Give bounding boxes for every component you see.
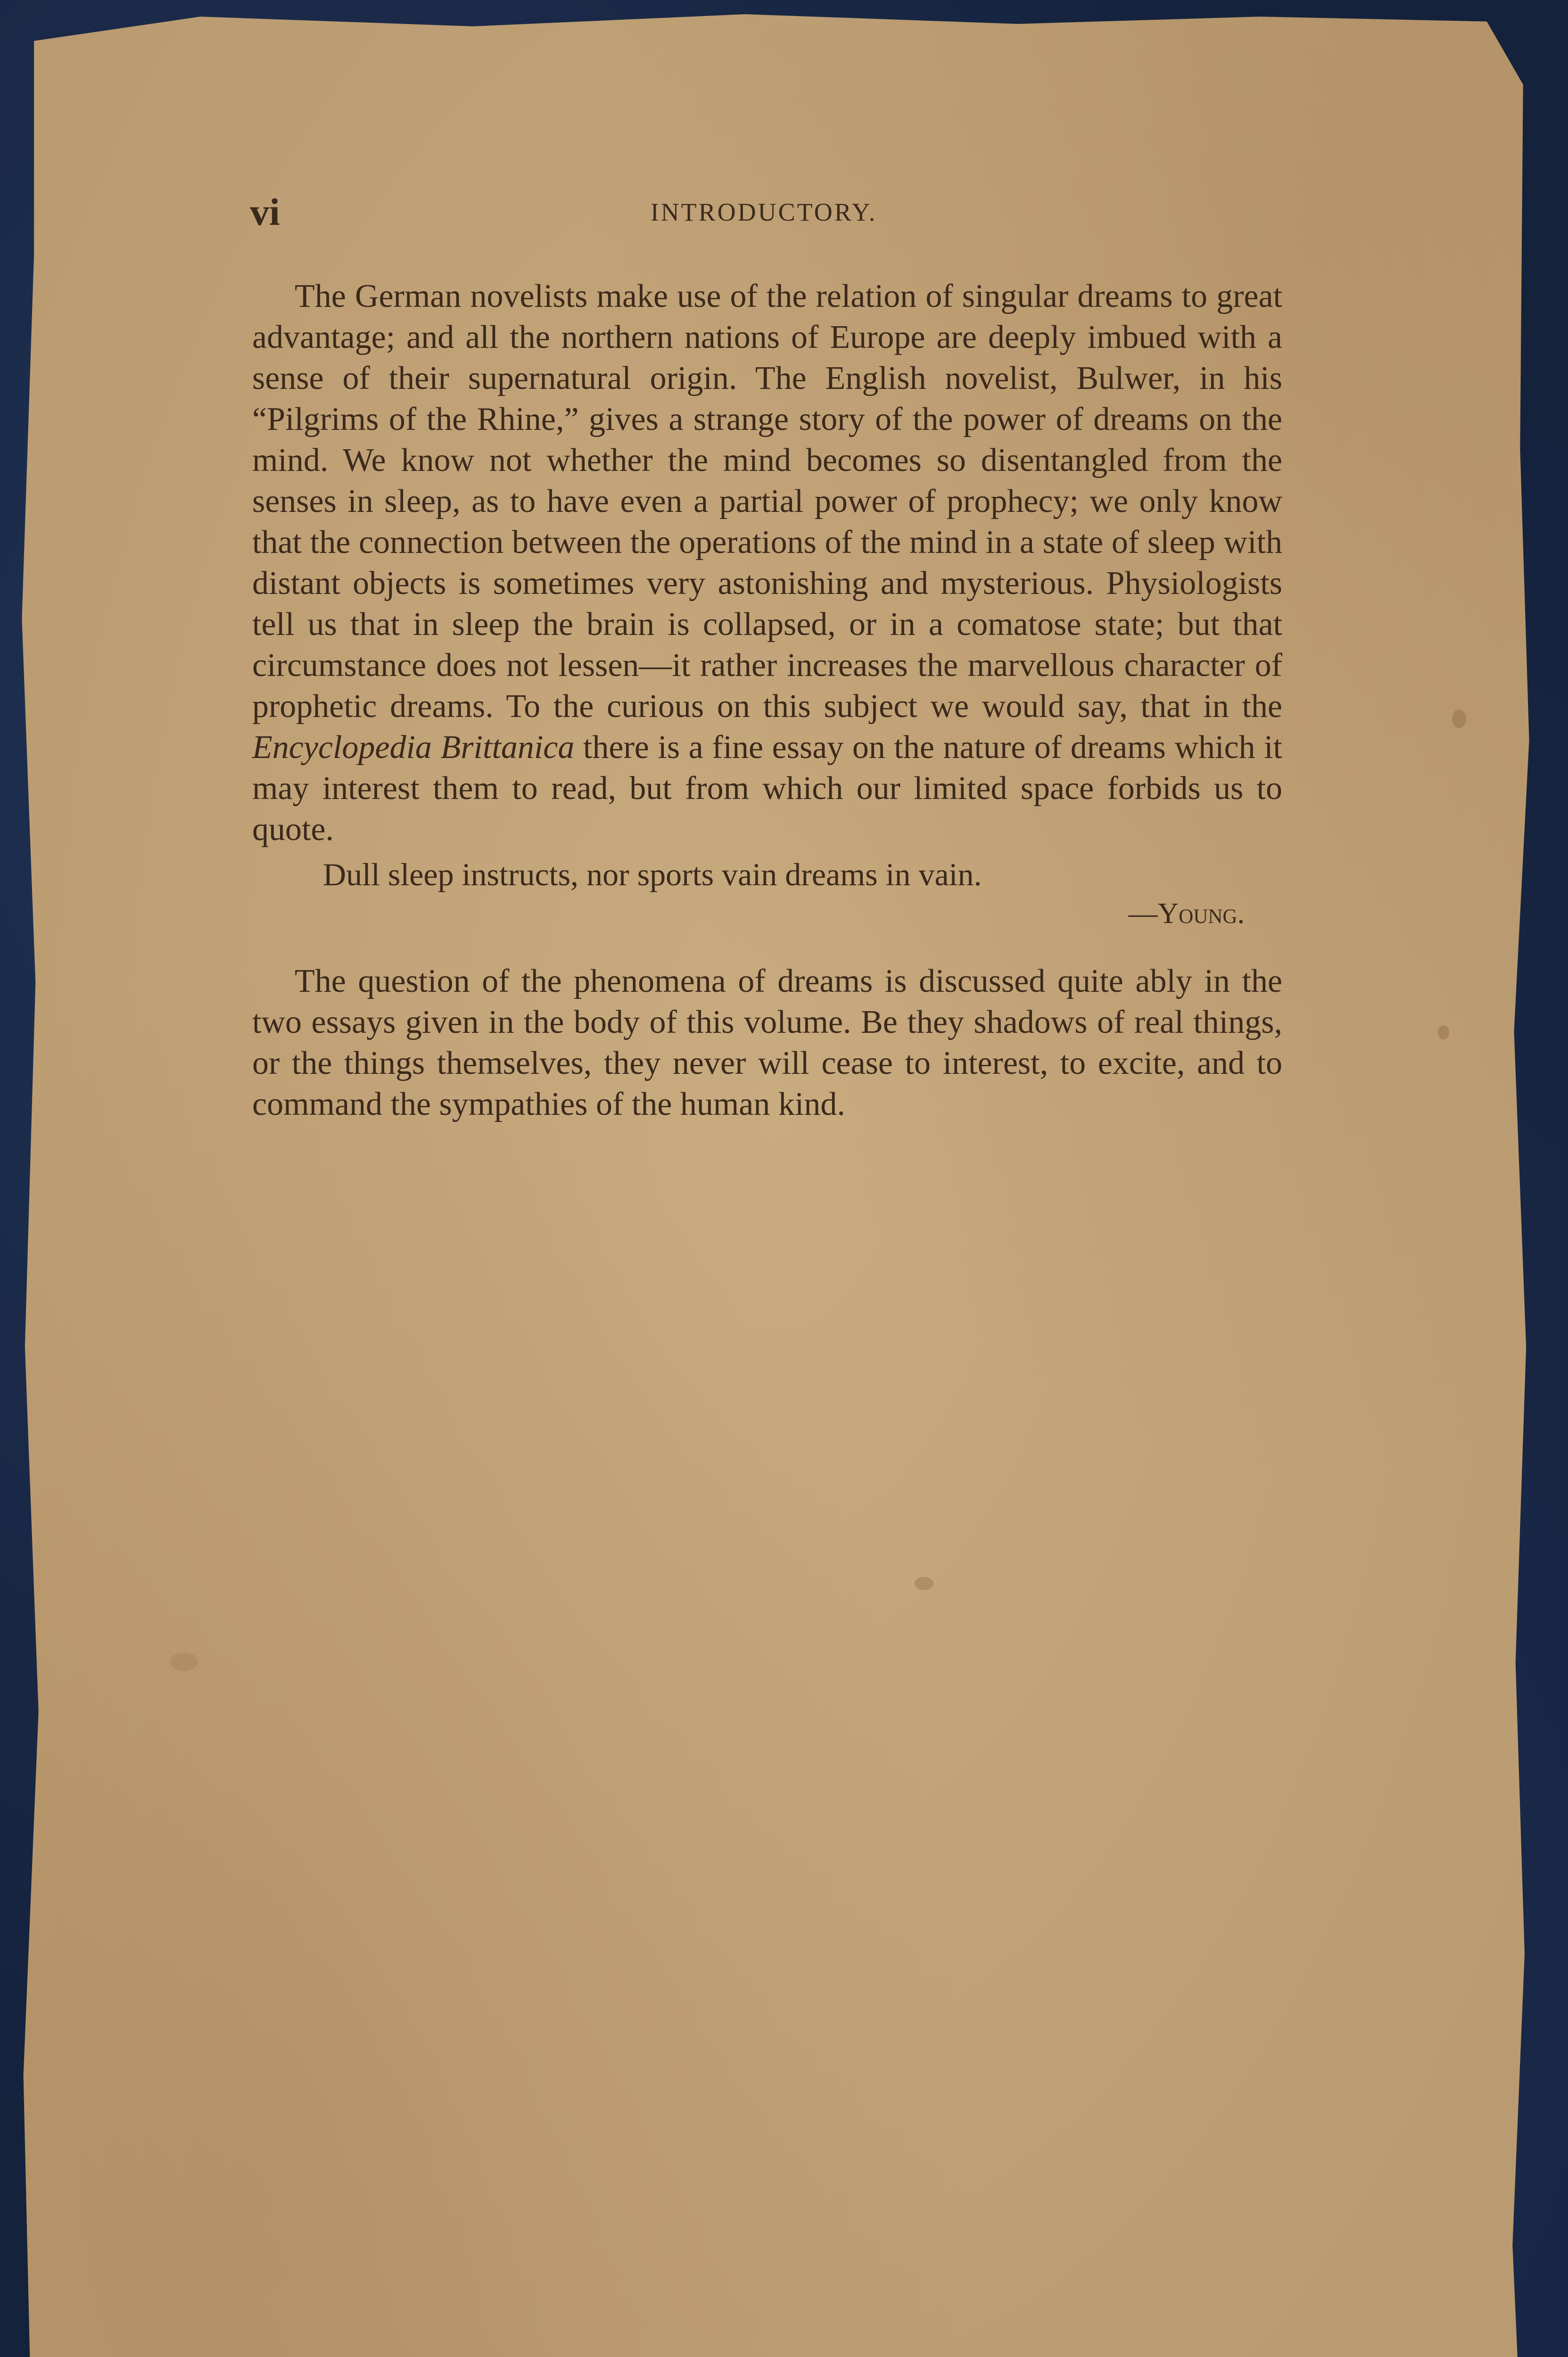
paragraph-1-text: The German novelists make use of the relation of singular dreams to great advantage; and all the northern nations of Europe are deeply imbued with a sense of their supernatural origin. The English novelist, Bulwer, in his “Pilgrims of the Rhine,” gives a strange story of the power of dreams on the mind. We know not whether the mind becomes so disentangled from the senses in sleep, as to have even a partial power of prophecy; we only know that the connection between the operations of the mind in a state of sleep with distant objects is sometimes very astonishing and mysterious. Physiologists tell us that in sleep the brain is collapsed, or in a comatose state; but that circumstance does not lessen—it rather increases the marvellous character of prophetic dreams. To the curious on this subject we would say, that in the bbox=[252, 278, 1282, 725]
paper-stain bbox=[1438, 1025, 1449, 1039]
paragraph-1 bbox=[252, 276, 1282, 850]
paper-stain bbox=[170, 1652, 198, 1671]
paragraph-1-italic-title: Encyclopedia Brittanica bbox=[252, 729, 575, 766]
paper-stain bbox=[915, 1577, 933, 1590]
page-body bbox=[252, 276, 1282, 1125]
paragraph-1-text-end: there is a fine essay on the nature of dreams which it may interest them to read, but from which our limited space forbids us to quote. bbox=[252, 729, 1283, 848]
running-head: INTRODUCTORY. bbox=[650, 198, 877, 226]
page-header bbox=[250, 189, 1278, 236]
paper-stain bbox=[1452, 709, 1466, 728]
page-number: vi bbox=[250, 190, 280, 233]
epigraph-attribution: —Young. bbox=[1128, 898, 1245, 930]
paragraph-2: The question of the phenomena of dreams is discussed quite ably in the two essays given in the body of this volume. Be they shadows of real things, or the things themselves, they never will cease to interest, to excite, and to command the sympathies of the human kind. bbox=[252, 963, 1282, 1122]
epigraph-quote: Dull sleep instructs, nor sports vain dreams in vain. bbox=[323, 857, 982, 892]
